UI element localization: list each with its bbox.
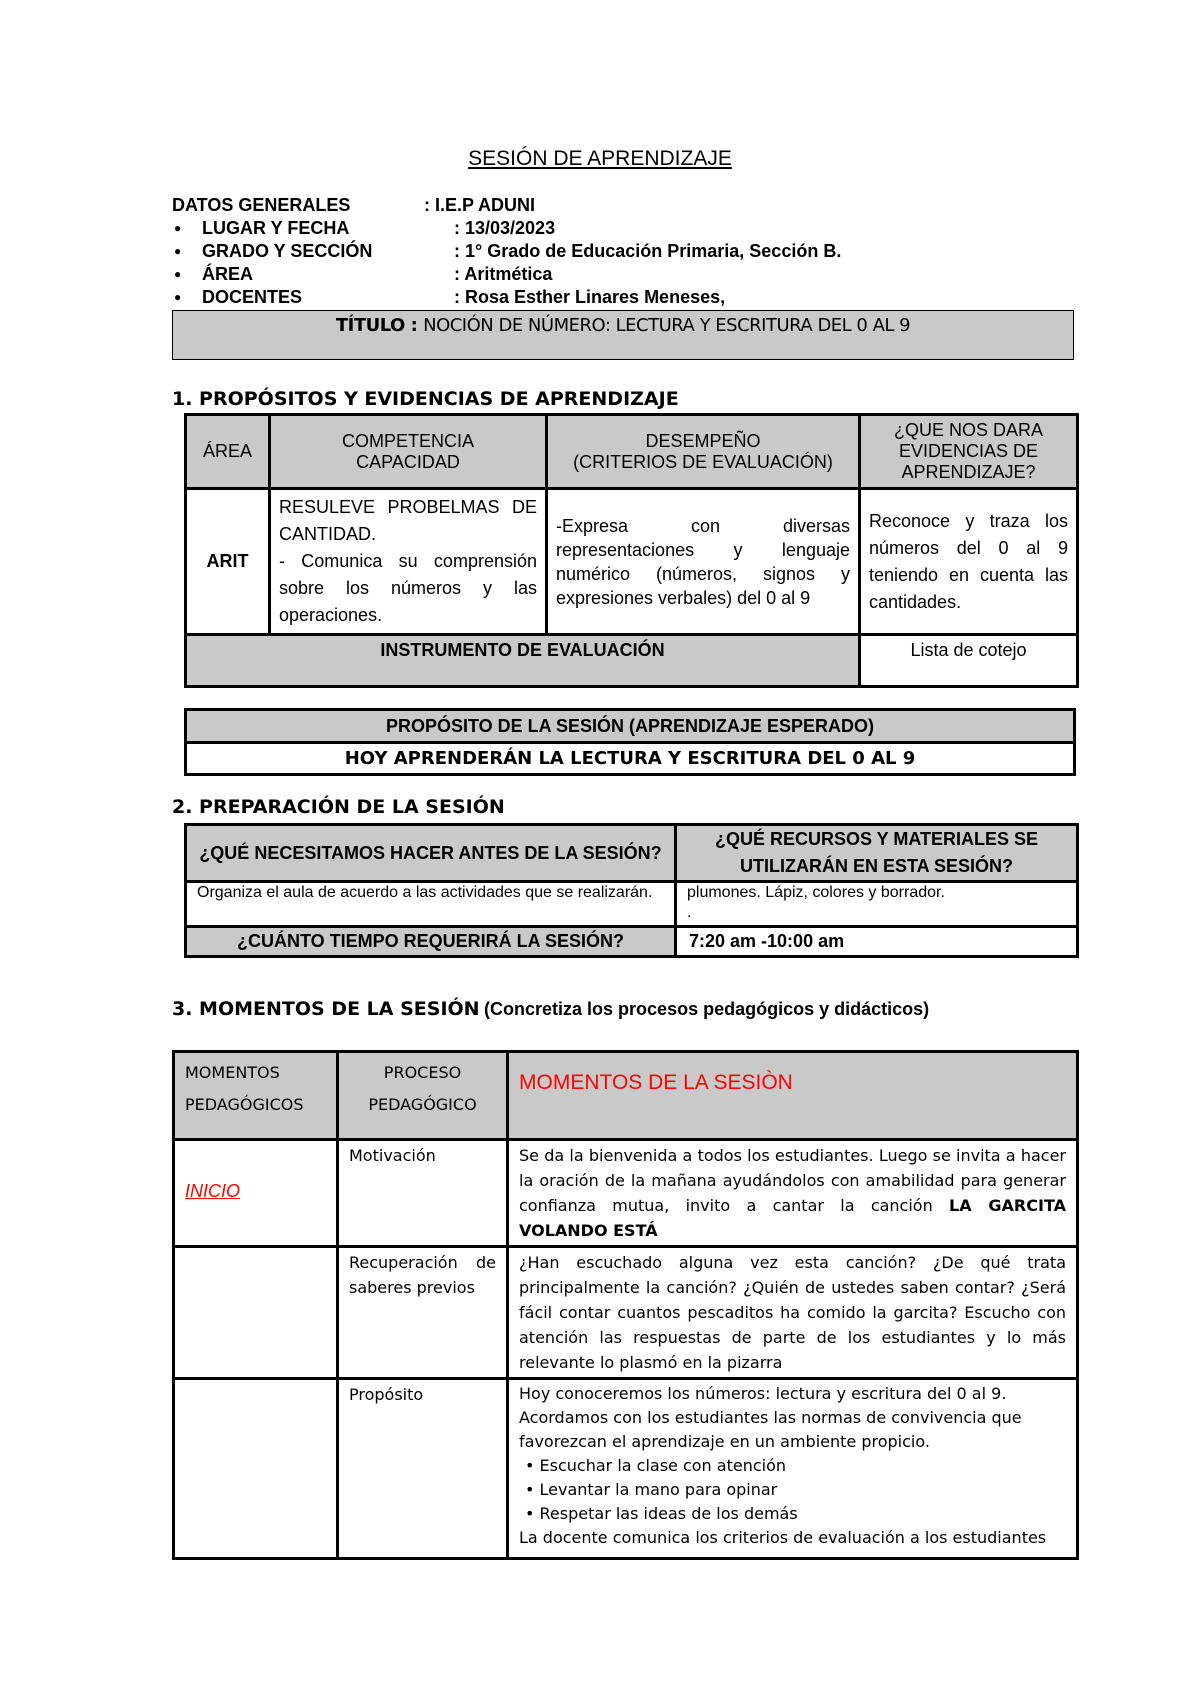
proposito-line: Hoy conoceremos los números: lectura y escritura del 0 al 9.: [519, 1384, 1007, 1403]
bullet-icon: ●: [174, 244, 182, 258]
datos-heading: DATOS GENERALES: [172, 195, 351, 215]
bullet-icon: ●: [174, 267, 182, 281]
institucion-value: : I.E.P ADUNI: [424, 195, 536, 215]
docentes-label: DOCENTES: [202, 287, 303, 307]
proposito-text: HOY APRENDERÁN LA LECTURA Y ESCRITURA DEL 0 AL 9: [186, 743, 1075, 775]
area-cell: ARIT: [186, 489, 270, 635]
header-evidencia: ¿QUE NOS DARA EVIDENCIAS DE APRENDIZAJE?: [860, 415, 1078, 489]
preparacion-table: [184, 823, 1079, 958]
instrumento-label: INSTRUMENTO DE EVALUACIÓN: [186, 635, 860, 687]
section3-subheading: (Concretiza los procesos pedagógicos y didácticos): [484, 999, 930, 1019]
grado-label: GRADO Y SECCIÓN: [202, 241, 373, 261]
bullet-icon: ●: [174, 290, 182, 304]
datos-generales: [172, 194, 841, 309]
motivacion-song: LA GARCITA VOLANDO ESTÁ: [519, 1196, 1066, 1240]
empty-cell: [174, 1379, 338, 1559]
proposito-closing: La docente comunica los criterios de evaluación a los estudiantes: [519, 1528, 1047, 1547]
area-label: ÁREA: [202, 264, 254, 284]
lugar-fecha-label: LUGAR Y FECHA: [202, 218, 350, 238]
proposito-cell: [508, 1379, 1078, 1559]
proceso-motivacion: Motivación: [338, 1140, 508, 1247]
recursos-value: plumones. Lápiz, colores y borrador.: [687, 884, 945, 901]
norma-text: Escuchar la clase con atención: [539, 1456, 787, 1475]
momentos-table: [172, 1050, 1079, 1560]
proceso-saberes: Recuperación de saberes previos: [338, 1247, 508, 1379]
area-value: : Aritmética: [454, 264, 553, 284]
bullet-icon: ●: [174, 221, 182, 235]
evidencia-cell: Reconoce y traza los números del 0 al 9 teniendo en cuenta las cantidades.: [860, 489, 1078, 635]
titulo-label: TÍTULO :: [335, 315, 418, 336]
antes-value: Organiza el aula de acuerdo a las actividades que se realizarán.: [186, 882, 676, 927]
proceso-proposito: Propósito: [338, 1379, 508, 1559]
antes-header: ¿QUÉ NECESITAMOS HACER ANTES DE LA SESIÓN?: [186, 825, 676, 882]
section2-heading: 2. PREPARACIÓN DE LA SESIÓN: [172, 796, 505, 818]
header-desempeno: DESEMPEÑO (CRITERIOS DE EVALUACIÓN): [547, 415, 860, 489]
capacidad-text: - Comunica su comprensión sobre los números y las operaciones.: [279, 551, 537, 625]
lugar-fecha-value: : 13/03/2023: [454, 218, 556, 238]
bullet-icon: •: [525, 1504, 540, 1523]
titulo-text: NOCIÓN DE NÚMERO: LECTURA Y ESCRITURA DEL 0 AL 9: [423, 315, 911, 336]
page-title: SESIÓN DE APRENDIZAJE: [468, 147, 732, 170]
docentes-value: : Rosa Esther Linares Meneses,: [454, 287, 726, 307]
motivacion-cell: [508, 1140, 1078, 1247]
motivacion-text: Se da la bienvenida a todos los estudiantes. Luego se invita a hacer la oración de la mañana ayudándolos con amabilidad para generar confianza mutua, invito a cantar la canción: [519, 1146, 1066, 1215]
norma-item: [519, 1478, 1066, 1502]
header-proceso: PROCESO PEDAGÓGICO: [338, 1052, 508, 1140]
norma-text: Levantar la mano para opinar: [539, 1480, 778, 1499]
empty-cell: [174, 1247, 338, 1379]
competencia-cell: [270, 489, 547, 635]
desempeno-cell: -Expresa con diversas representaciones y lenguaje numérico (números, signos y expresiones verbales) del 0 al 9: [547, 489, 860, 635]
inicio-label: INICIO: [185, 1181, 241, 1201]
instrumento-value: Lista de cotejo: [860, 635, 1078, 687]
inicio-cell: [174, 1140, 338, 1247]
recursos-header: ¿QUÉ RECURSOS Y MATERIALES SE UTILIZARÁN EN ESTA SESIÓN?: [676, 825, 1078, 882]
section1-heading: 1. PROPÓSITOS Y EVIDENCIAS DE APRENDIZAJE: [172, 388, 679, 410]
section3-heading-block: [172, 996, 932, 1024]
header-competencia: COMPETENCIA CAPACIDAD: [270, 415, 547, 489]
norma-item: [519, 1502, 1066, 1526]
header-momentos: MOMENTOS PEDAGÓGICOS: [174, 1052, 338, 1140]
competencia-text: RESULEVE PROBELMAS DE CANTIDAD.: [279, 497, 537, 544]
tiempo-label: ¿CUÁNTO TIEMPO REQUERIRÁ LA SESIÓN?: [186, 927, 676, 957]
tiempo-value: 7:20 am -10:00 am: [676, 927, 1078, 957]
header-area: ÁREA: [186, 415, 270, 489]
proposito-header: PROPÓSITO DE LA SESIÓN (APRENDIZAJE ESPERADO): [186, 710, 1075, 743]
header-momentos-sesion: MOMENTOS DE LA SESIÒN: [508, 1052, 1078, 1140]
norma-text: Respetar las ideas de los demás: [539, 1504, 798, 1523]
proposito-line: Acordamos con los estudiantes las normas de convivencia que favorezcan el aprendizaje en un ambiente propicio.: [519, 1408, 1022, 1451]
recursos-extra: .: [687, 904, 692, 921]
bullet-icon: •: [525, 1456, 540, 1475]
recursos-cell: [676, 882, 1078, 927]
bullet-icon: •: [525, 1480, 540, 1499]
saberes-text: ¿Han escuchado alguna vez esta canción? ¿De qué trata principalmente la canción? ¿Quién de ustedes saben contar? ¿Será fácil contar cuantos pescaditos ha comido la garcita? Escucho con atención las respuestas de parte de los estudiantes y lo más relevante lo plasmó en la pizarra: [508, 1247, 1078, 1379]
propositos-table: [184, 413, 1079, 688]
titulo-box: [172, 310, 1074, 360]
grado-value: : 1° Grado de Educación Primaria, Sección B.: [454, 241, 842, 261]
norma-item: [519, 1454, 1066, 1478]
section3-heading: 3. MOMENTOS DE LA SESIÓN: [172, 998, 480, 1020]
proposito-table: [184, 708, 1076, 776]
